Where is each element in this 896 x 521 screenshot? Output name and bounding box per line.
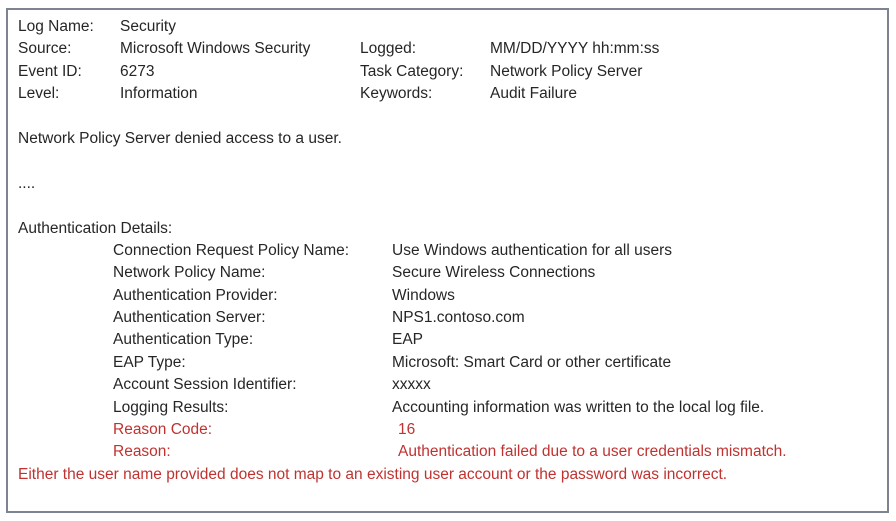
detail-value: Authentication failed due to a user credentials mismatch. <box>398 443 787 461</box>
spacer-line <box>8 195 887 217</box>
detail-row-reason-code <box>8 419 887 441</box>
detail-label: Connection Request Policy Name: <box>113 241 350 259</box>
level-label: Level: <box>18 85 60 103</box>
detail-row-authentication-server <box>8 307 887 329</box>
event-id-label: Event ID: <box>18 62 82 80</box>
event-description: Network Policy Server denied access to a user. <box>18 129 342 147</box>
detail-label: Account Session Identifier: <box>113 376 297 394</box>
task-category-label: Task Category: <box>360 62 464 80</box>
spacer-line <box>8 150 887 172</box>
detail-row-authentication-type <box>8 329 887 351</box>
source-label: Source: <box>18 40 72 58</box>
detail-row-eap-type <box>8 352 887 374</box>
detail-row-connection-request-policy <box>8 240 887 262</box>
detail-value: 16 <box>398 421 416 439</box>
detail-value: Windows <box>392 286 455 304</box>
detail-label: EAP Type: <box>113 353 186 371</box>
event-log-panel <box>6 8 889 513</box>
header-row-event-id <box>8 61 887 83</box>
event-description-line <box>8 128 887 150</box>
detail-row-account-session-identifier <box>8 374 887 396</box>
detail-value: Microsoft: Smart Card or other certificate <box>392 353 672 371</box>
spacer-line <box>8 106 887 128</box>
logged-value: MM/DD/YYYY hh:mm:ss <box>490 40 660 58</box>
detail-label: Logging Results: <box>113 398 229 416</box>
detail-row-logging-results <box>8 397 887 419</box>
header-row-level <box>8 83 887 105</box>
detail-value: Accounting information was written to the local log file. <box>392 398 765 416</box>
detail-label: Network Policy Name: <box>113 264 266 282</box>
detail-row-network-policy-name <box>8 262 887 284</box>
header-row-log-name <box>8 16 887 38</box>
detail-value: Use Windows authentication for all users <box>392 241 672 259</box>
log-name-label: Log Name: <box>18 18 94 35</box>
reason-overflow-text: Either the user name provided does not map to an existing user account or the password was incorrect. <box>18 465 728 483</box>
level-value: Information <box>120 85 198 103</box>
detail-label: Authentication Server: <box>113 309 266 327</box>
detail-label: Authentication Provider: <box>113 286 278 304</box>
event-id-value: 6273 <box>120 62 155 80</box>
detail-label: Authentication Type: <box>113 331 254 349</box>
keywords-label: Keywords: <box>360 85 433 103</box>
detail-value: NPS1.contoso.com <box>392 309 525 327</box>
header-row-source <box>8 38 887 60</box>
log-name-value: Security <box>120 18 176 35</box>
detail-label: Reason: <box>113 443 171 461</box>
task-category-value: Network Policy Server <box>490 62 643 80</box>
detail-value: xxxxx <box>392 376 431 394</box>
authentication-details-title: Authentication Details: <box>18 219 173 237</box>
reason-overflow-line <box>8 464 887 486</box>
detail-row-authentication-provider <box>8 285 887 307</box>
ellipsis-line <box>8 173 887 195</box>
detail-row-reason <box>8 441 887 463</box>
detail-value: EAP <box>392 331 424 349</box>
keywords-value: Audit Failure <box>490 85 578 103</box>
detail-value: Secure Wireless Connections <box>392 264 596 282</box>
detail-label: Reason Code: <box>113 421 213 439</box>
source-value: Microsoft Windows Security <box>120 40 311 58</box>
logged-label: Logged: <box>360 40 417 58</box>
ellipsis-text: .... <box>18 174 36 192</box>
section-title-line <box>8 218 887 240</box>
